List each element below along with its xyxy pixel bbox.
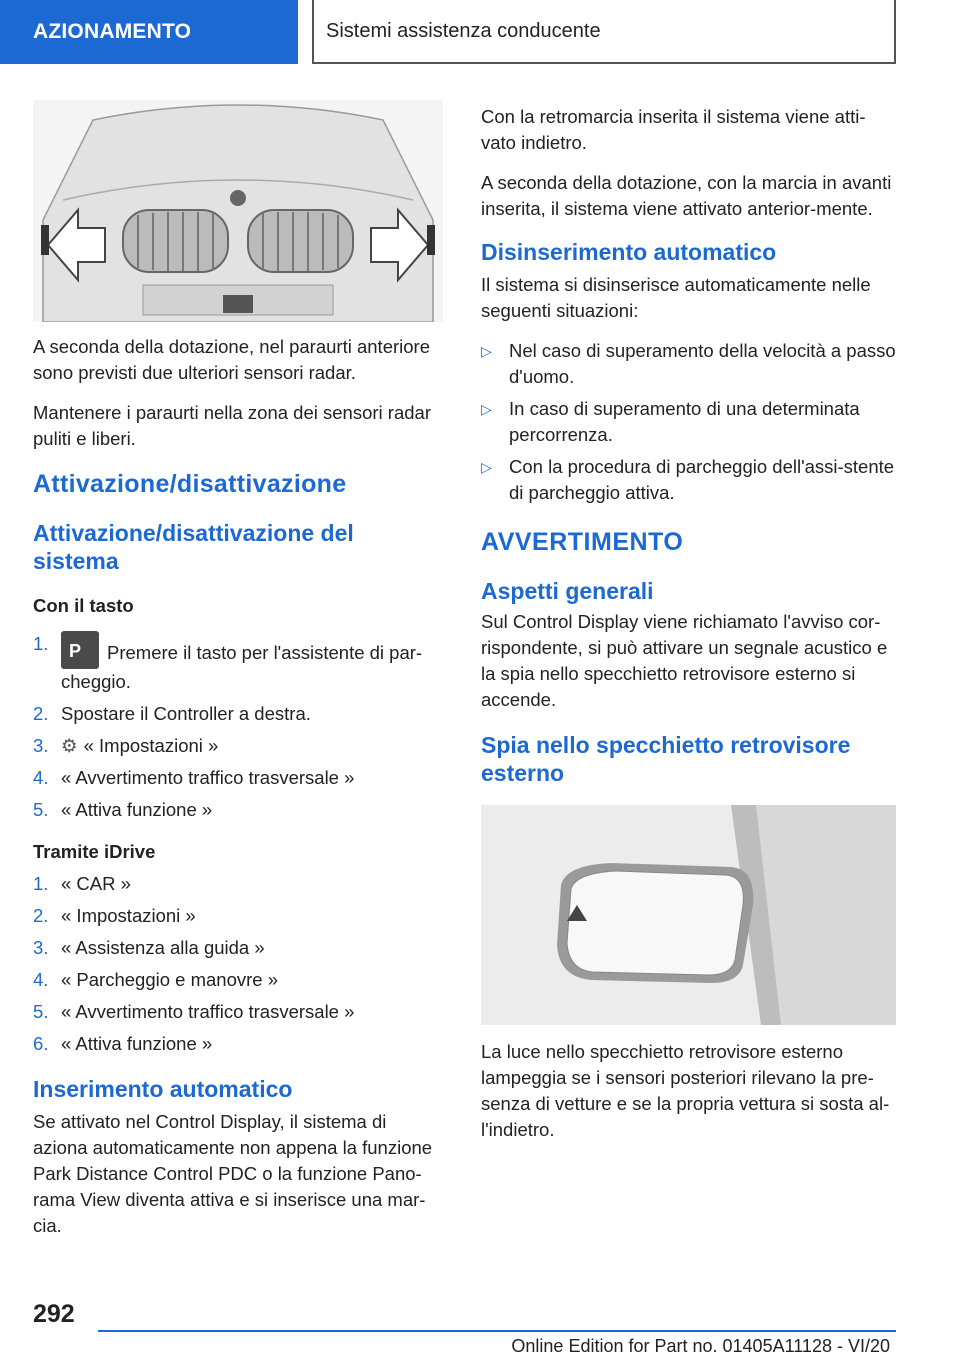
heading-idrive: Tramite iDrive	[33, 841, 156, 862]
list-item	[481, 396, 896, 448]
list-item	[33, 967, 443, 993]
parking-assist-button-icon	[61, 631, 99, 669]
triangle-bullet-icon: ▷	[481, 401, 492, 417]
list-item	[33, 871, 443, 897]
bullet-text: Con la procedura di parcheggio dell'assi-stente di parcheggio attiva.	[509, 456, 895, 503]
list-item	[33, 903, 443, 929]
list-item	[33, 935, 443, 961]
step-number: 5.	[33, 1001, 49, 1022]
list-item	[33, 797, 443, 823]
car-front-illustration	[33, 100, 443, 322]
gear-icon: ⚙	[61, 735, 78, 756]
step-number: 2.	[33, 905, 49, 926]
bullet-text: Nel caso di superamento della velocità a passo d'uomo.	[509, 340, 896, 387]
auto-off-intro: Il sistema si disinserisce automaticamente nelle seguenti situazioni:	[481, 274, 871, 321]
heading-general: Aspetti generali	[481, 578, 654, 604]
list-item	[481, 454, 896, 506]
step-number: 4.	[33, 767, 49, 788]
list-item	[33, 765, 443, 791]
step-number: 5.	[33, 799, 49, 820]
heading-mirror: Spia nello specchietto retrovisore esterno	[481, 732, 851, 786]
button-steps	[33, 631, 443, 823]
keep-clean-text: Mantenere i paraurti nella zona dei sensori radar puliti e liberi.	[33, 402, 431, 449]
edition-text: Online Edition for Part no. 01405A11128 - VI/20	[511, 1336, 890, 1356]
car-front-image	[33, 100, 443, 322]
section-tab: AZIONAMENTO	[0, 0, 298, 64]
heading-system: Attivazione/disattivazione del sistema	[33, 520, 354, 574]
step-text: « Assistenza alla guida »	[61, 937, 265, 958]
triangle-bullet-icon: ▷	[481, 343, 492, 359]
step-number: 1.	[33, 873, 49, 894]
list-item	[481, 338, 896, 390]
right-column	[481, 100, 896, 1143]
list-item	[33, 999, 443, 1025]
list-item	[33, 631, 443, 695]
chapter-title: Sistemi assistenza conducente	[312, 0, 896, 64]
step-text: « Impostazioni »	[61, 905, 196, 926]
step-number: 6.	[33, 1033, 49, 1054]
forward-text: A seconda della dotazione, con la marcia in avanti inserita, il sistema viene attivato anterior-mente.	[481, 172, 892, 219]
step-text: « Parcheggio e manovre »	[61, 969, 278, 990]
bullet-text: In caso di superamento di una determinata percorrenza.	[509, 398, 860, 445]
footer-divider	[98, 1330, 896, 1332]
step-number: 2.	[33, 703, 49, 724]
auto-off-list	[481, 338, 896, 506]
step-text: Premere il tasto per l'assistente di par-cheggio.	[61, 642, 423, 692]
general-text: Sul Control Display viene richiamato l'avviso cor-rispondente, si può attivare un segnale acustico e la spia nello specchietto retrovisore esterno si accende.	[481, 611, 888, 710]
step-number: 3.	[33, 735, 49, 756]
step-text: « Attiva funzione »	[61, 1033, 213, 1054]
step-text: « CAR »	[61, 873, 131, 894]
warning-heading: AVVERTIMENTO	[481, 528, 684, 556]
mirror-text: La luce nello specchietto retrovisore esterno lampeggia se i sensori posteriori rilevano la pre-senza di vetture e se la propria vettura si sosta al-l'indietro.	[481, 1041, 890, 1140]
step-text: « Impostazioni »	[83, 735, 219, 756]
page-number: 292	[33, 1300, 75, 1328]
reverse-text: Con la retromarcia inserita il sistema viene atti-vato indietro.	[481, 106, 866, 153]
triangle-bullet-icon: ▷	[481, 459, 492, 475]
step-number: 3.	[33, 937, 49, 958]
heading-activation: Attivazione/disattivazione	[33, 470, 347, 498]
step-text: Spostare il Controller a destra.	[61, 703, 311, 724]
side-mirror-illustration	[481, 805, 896, 1025]
step-number: 4.	[33, 969, 49, 990]
step-text: « Avvertimento traffico trasversale »	[61, 1001, 355, 1022]
heading-auto-off: Disinserimento automatico	[481, 239, 777, 265]
heading-auto-on: Inserimento automatico	[33, 1076, 293, 1102]
list-item	[33, 1031, 443, 1057]
step-number: 1.	[33, 633, 49, 654]
idrive-steps	[33, 871, 443, 1057]
step-text: « Attiva funzione »	[61, 799, 213, 820]
heading-button: Con il tasto	[33, 595, 134, 616]
mirror-image	[481, 805, 896, 1025]
list-item	[33, 733, 443, 759]
list-item	[33, 701, 443, 727]
step-text: « Avvertimento traffico trasversale »	[61, 767, 355, 788]
radar-caption: A seconda della dotazione, nel paraurti anteriore sono previsti due ulteriori sensori radar.	[33, 336, 430, 383]
auto-on-text: Se attivato nel Control Display, il sistema di aziona automaticamente non appena la funzione Park Distance Control PDC o la funzione Pano-rama View diventa attiva e si inserisce una mar-cia.	[33, 1111, 433, 1236]
left-column	[33, 100, 443, 1239]
